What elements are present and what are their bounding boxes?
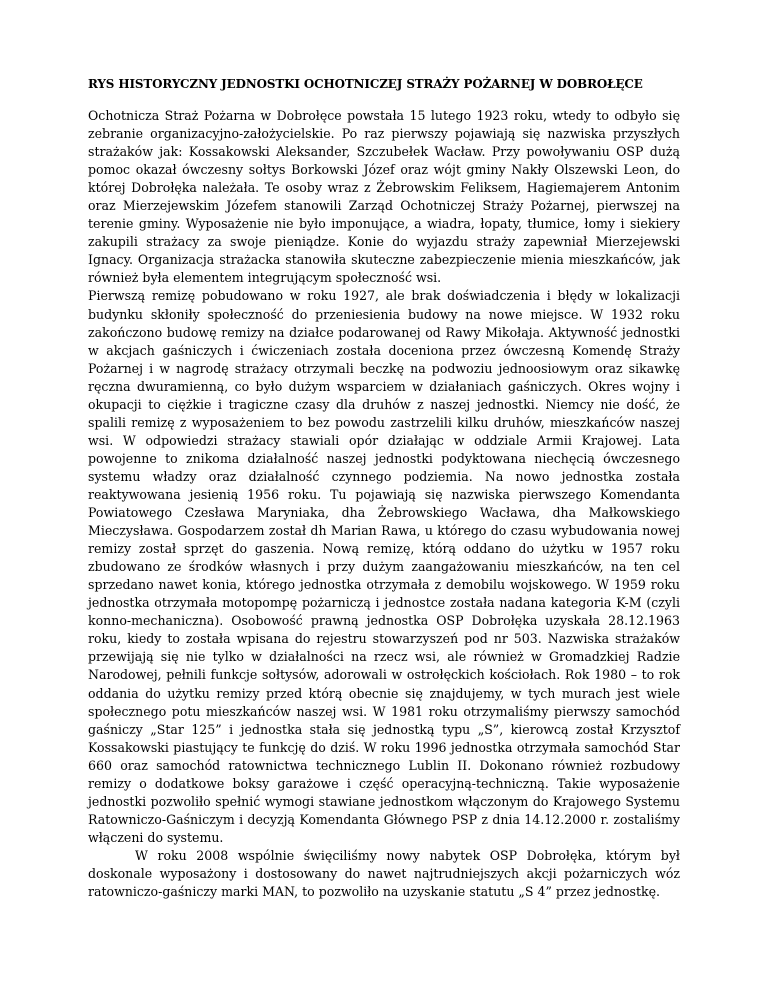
paragraph-founding: Ochotnicza Straż Pożarna w Dobrołęce powstała 15 lutego 1923 roku, wtedy to odbyło się zebranie organizacyjno-założycielskie. Po raz pierwszy pojawiają się nazwiska przyszłych strażaków jak: Kossakowski Aleksander, Szczubełek Wacław. Przy powoływaniu OSP dużą pomoc okazał ówczesny sołtys Borkowski Józef oraz wójt gminy Nakły Olszewski Leon, do której Dobrołęka należała. Te osoby wraz z Żebrowskim Feliksem, Hagiemajerem Antonim oraz Mierzejewskim Józefem stanowili Zarząd Ochotniczej Straży Pożarnej, pierwszej na terenie gminy. Wyposażenie nie było imponujące, a wiadra, łopaty, tłumice, łomy i siekiery zakupili strażacy za swoje pieniądze. Konie do wyjazdu straży zapewniał Mierzejewski Ignacy. Organizacja strażacka stanowiła skuteczne zabezpieczenie mienia mieszkańców, jak również była elementem integrującym społeczność wsi. <box>88 108 680 286</box>
paragraph-2008: W roku 2008 wspólnie święciliśmy nowy nabytek OSP Dobrołęka, którym był doskonale wyposażony i dostosowany do nawet najtrudniejszych akcji pożarniczych wóz ratowniczo-gaśniczy marki MAN, to pozwoliło na uzyskanie statutu „S 4” przez jednostkę. <box>88 847 680 900</box>
document-page <box>88 77 680 901</box>
paragraph-history: Pierwszą remizę pobudowano w roku 1927, ale brak doświadczenia i błędy w lokalizacji budynku skłoniły społeczność do przeniesienia budowy na nowe miejsce. W 1932 roku zakończono budowę remizy na działce podarowanej od Rawy Mikołaja. Aktywność jednostki w akcjach gaśniczych i ćwiczeniach została doceniona przez ówczesną Komendę Straży Pożarnej i w nagrodę strażacy otrzymali beczkę na podwoziu jednoosiowym oraz sikawkę ręczna dwuramienną, co było dużym wsparciem w działaniach gaśniczych. Okres wojny i okupacji to ciężkie i tragiczne czasy dla druhów z naszej jednostki. Niemcy nie dość, że spalili remizę z wyposażeniem to bez powodu zastrzelili kilku druhów, mieszkańców naszej wsi. W odpowiedzi strażacy stawiali opór działając w oddziale Armii Krajowej. Lata powojenne to znikoma działalność naszej jednostki podyktowana niechęcią ówczesnego systemu władzy oraz działalność czynnego podziemia. Na nowo jednostka została reaktywowana jesienią 1956 roku. Tu pojawiają się nazwiska pierwszego Komendanta Powiatowego Czesława Maryniaka, dha Żebrowskiego Wacława, dha Małkowskiego Mieczysława. Gospodarzem został dh Marian Rawa, u którego do czasu wybudowania nowej remizy został sprzęt do gaszenia. Nową remizę, którą oddano do użytku w 1957 roku zbudowano ze środków własnych i przy dużym zaangażowaniu mieszkańców, na ten cel sprzedano nawet konia, którego jednostka otrzymała z demobilu wojskowego. W 1959 roku jednostka otrzymała motopompę pożarniczą i jednostce została nadana kategoria K-M (czyli konno-mechaniczna). Osobowość prawną jednostka OSP Dobrołęka uzyskała 28.12.1963 roku, kiedy to została wpisana do rejestru stowarzyszeń pod nr 503. Nazwiska strażaków przewijają się nie tylko w działalności na rzecz wsi, ale również w Gromadzkiej Radzie Narodowej, pełnili funkcje sołtysów, adorowali w ostrołęckich kościołach. Rok 1980 – to rok oddania do użytku remizy przed którą obecnie się znajdujemy, w tych murach jest wiele społecznego potu mieszkańców naszej wsi. W 1981 roku otrzymaliśmy pierwszy samochód gaśniczy „Star 125” i jednostka stała się jednostką typu „S”, kierowcą został Krzysztof Kossakowski piastujący te funkcję do dziś. W roku 1996 jednostka otrzymała samochód Star 660 oraz samochód ratownictwa technicznego Lublin II. Dokonano również rozbudowy remizy o dodatkowe boksy garażowe i część operacyjną-techniczną. Takie wyposażenie jednostki pozwoliło spełnić wymogi stawiane jednostkom włączonym do Krajowego Systemu Ratowniczo-Gaśniczym i decyzją Komendanta Głównego PSP z dnia 14.12.2000 r. zostaliśmy włączeni do systemu. <box>88 288 680 845</box>
document-title: RYS HISTORYCZNY JEDNOSTKI OCHOTNICZEJ STRAŻY POŻARNEJ W DOBROŁĘCE <box>88 77 643 91</box>
